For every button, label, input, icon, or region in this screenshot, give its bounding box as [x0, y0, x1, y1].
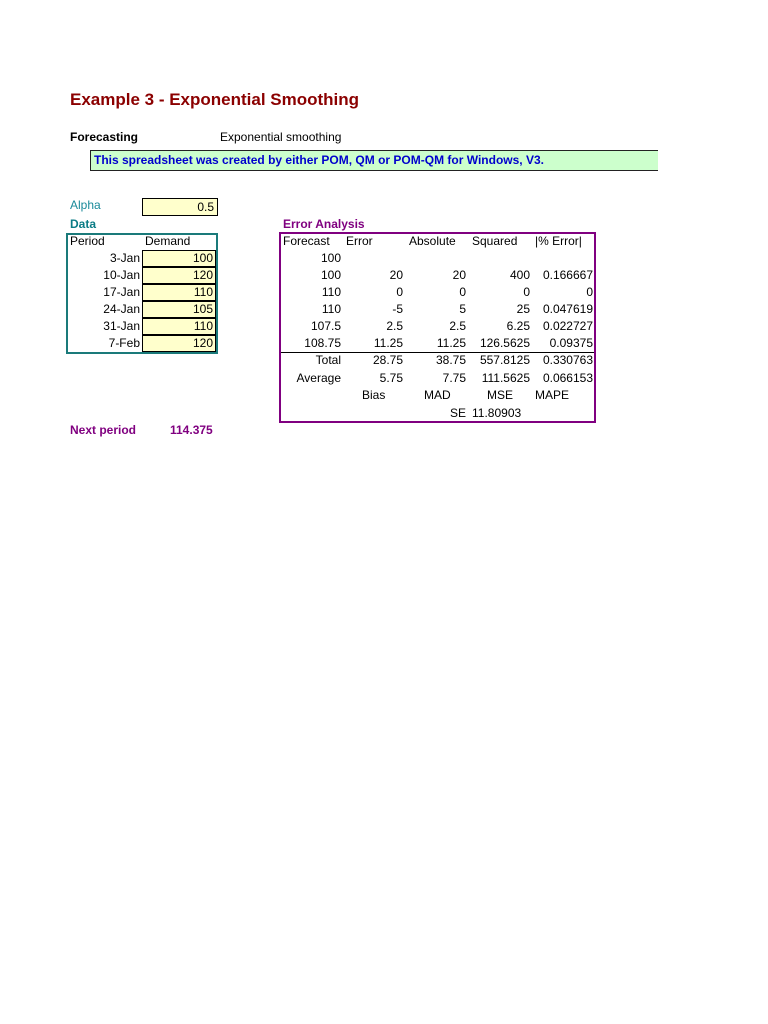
- forecasting-label: Forecasting: [70, 130, 139, 144]
- average-label: Average: [296, 371, 341, 385]
- banner-text: This spreadsheet was created by either POM, QM or POM-QM for Windows, V3.: [94, 153, 544, 167]
- period-cell: 3-Jan: [109, 251, 140, 265]
- total-absolute: 38.75: [435, 353, 466, 367]
- error-cell: 0: [396, 285, 403, 299]
- absolute-cell: 11.25: [436, 336, 466, 350]
- forecast-cell: 110: [321, 302, 341, 316]
- period-cell: 7-Feb: [108, 336, 140, 350]
- absolute-cell: 5: [459, 302, 466, 316]
- pct-error-cell: 0: [586, 285, 593, 299]
- total-error: 28.75: [372, 353, 403, 367]
- demand-input-cell[interactable]: 110: [142, 284, 216, 301]
- mse-label: MSE: [487, 388, 514, 402]
- squared-cell: 6.25: [506, 319, 530, 333]
- period-cell: 24-Jan: [103, 302, 140, 316]
- period-cell: 17-Jan: [103, 285, 140, 299]
- pct-error-cell: 0.09375: [549, 336, 593, 350]
- forecast-cell: 100: [320, 251, 341, 265]
- pct-error-cell: 0.022727: [542, 319, 593, 333]
- page-title: Example 3 - Exponential Smoothing: [70, 90, 360, 109]
- demand-input-cell[interactable]: 120: [142, 267, 216, 284]
- demand-input-cell[interactable]: 105: [142, 301, 216, 318]
- total-label: Total: [315, 353, 341, 367]
- info-banner[interactable]: [90, 150, 658, 171]
- next-period-value: 114.375: [170, 423, 213, 437]
- forecast-cell: 110: [321, 285, 341, 299]
- demand-input-cell[interactable]: 110: [142, 318, 216, 335]
- pct-error-cell: 0.166667: [542, 268, 593, 282]
- squared-cell: 400: [509, 268, 530, 282]
- forecast-cell: 100: [320, 268, 341, 282]
- average-squared: 111.5625: [481, 371, 530, 385]
- total-squared: 557.8125: [479, 353, 530, 367]
- squared-cell: 25: [516, 302, 530, 316]
- period-cell: 31-Jan: [103, 319, 140, 333]
- average-absolute: 7.75: [442, 371, 466, 385]
- error-header: Error: [346, 234, 373, 248]
- absolute-cell: 2.5: [449, 319, 466, 333]
- error-cell: -5: [392, 302, 403, 316]
- se-label: SE: [449, 406, 466, 420]
- method-name: Exponential smoothing: [220, 130, 342, 144]
- se-value: 11.80903: [472, 406, 522, 420]
- error-analysis-label: Error Analysis: [283, 217, 365, 231]
- squared-cell: 0: [523, 285, 530, 299]
- squared-header: Squared: [472, 234, 518, 248]
- alpha-input-cell[interactable]: 0.5: [142, 198, 218, 216]
- bias-label: Bias: [362, 388, 386, 402]
- demand-input-cell[interactable]: 100: [142, 250, 216, 267]
- average-error: 5.75: [379, 371, 403, 385]
- error-cell: 2.5: [386, 319, 403, 333]
- absolute-cell: 20: [452, 268, 466, 282]
- squared-cell: 126.5625: [479, 336, 530, 350]
- mad-label: MAD: [424, 388, 451, 402]
- alpha-label: Alpha: [70, 198, 101, 212]
- absolute-header: Absolute: [409, 234, 456, 248]
- forecast-cell: 107.5: [310, 319, 341, 333]
- next-period-label: Next period: [70, 423, 137, 437]
- pct-error-cell: 0.047619: [542, 302, 593, 316]
- error-cell: 11.25: [373, 336, 403, 350]
- total-pct: 0.330763: [542, 353, 593, 367]
- demand-input-cell[interactable]: 120: [142, 335, 216, 352]
- period-header: Period: [70, 234, 105, 248]
- average-pct: 0.066153: [542, 371, 593, 385]
- pct-error-header: |% Error|: [535, 234, 582, 248]
- forecast-header: Forecast: [283, 234, 330, 248]
- data-section-label: Data: [70, 217, 97, 231]
- demand-header: Demand: [145, 234, 191, 248]
- error-cell: 20: [389, 268, 403, 282]
- mape-label: MAPE: [535, 388, 570, 402]
- forecast-cell: 108.75: [304, 336, 341, 350]
- period-cell: 10-Jan: [103, 268, 140, 282]
- absolute-cell: 0: [459, 285, 466, 299]
